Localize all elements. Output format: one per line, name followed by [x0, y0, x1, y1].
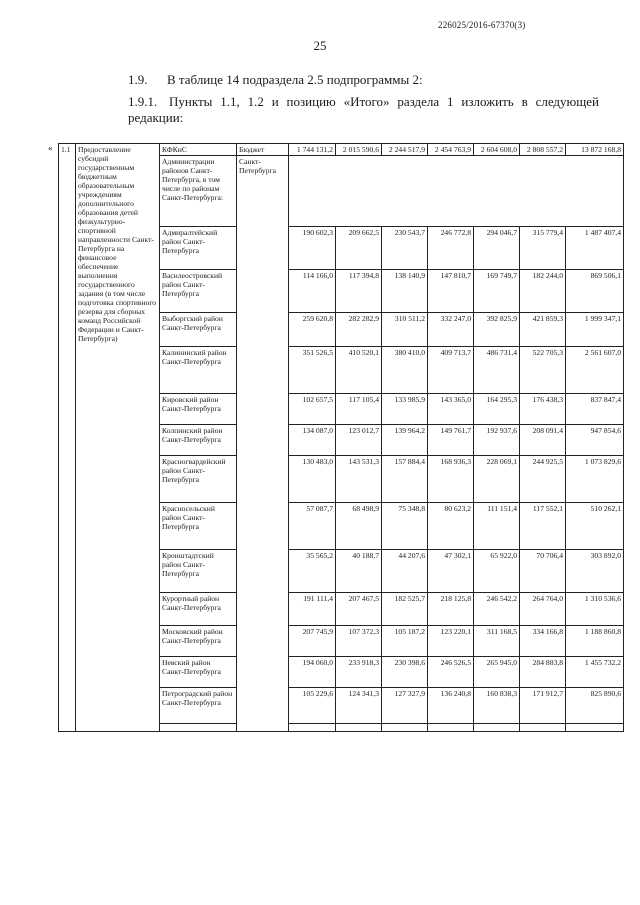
value-cell: 208 091,4: [520, 425, 566, 456]
total-cell: 2 808 557,2: [520, 144, 566, 156]
value-cell: 139 964,2: [382, 425, 428, 456]
item-1-9-1-continuation: редакции:: [128, 110, 184, 125]
value-cell: 147 810,7: [428, 270, 474, 313]
value-cell: 264 764,0: [520, 593, 566, 626]
budget-table: [58, 143, 624, 732]
district-name: Красногвардейский район Санкт-Петербурга: [160, 456, 237, 503]
value-cell: 164 295,3: [474, 394, 520, 425]
document-id: 226025/2016-67370(3): [438, 20, 526, 30]
district-name: Кронштадтский район Санкт-Петербурга: [160, 550, 237, 593]
value-cell: 265 945,0: [474, 657, 520, 688]
district-name: Курортный район Санкт-Петербурга: [160, 593, 237, 626]
total-cell: 1 744 131,2: [289, 144, 336, 156]
value-cell: 825 890,6: [566, 688, 624, 724]
value-cell: 168 936,3: [428, 456, 474, 503]
funding-source-admin: Санкт-Петербурга: [237, 156, 289, 732]
value-cell: 246 526,5: [428, 657, 474, 688]
value-cell: 244 925,5: [520, 456, 566, 503]
value-cell: 947 854,6: [566, 425, 624, 456]
value-cell: 191 111,4: [289, 593, 336, 626]
value-cell: 130 483,0: [289, 456, 336, 503]
value-cell: 230 398,6: [382, 657, 428, 688]
value-cell: 149 761,7: [428, 425, 474, 456]
value-cell: 182 525,7: [382, 593, 428, 626]
value-cell: 114 166,0: [289, 270, 336, 313]
value-cell: 117 394,8: [336, 270, 382, 313]
value-cell: 102 657,5: [289, 394, 336, 425]
value-cell: 123 220,1: [428, 626, 474, 657]
value-cell: 182 244,0: [520, 270, 566, 313]
value-cell: 171 912,7: [520, 688, 566, 724]
value-cell: 1 188 860,8: [566, 626, 624, 657]
executor-main: КФКиС: [160, 144, 237, 156]
value-cell: 133 985,9: [382, 394, 428, 425]
tail-cell: [428, 724, 474, 732]
tail-cell: [474, 724, 520, 732]
value-cell: 107 372,3: [336, 626, 382, 657]
value-cell: 380 410,0: [382, 347, 428, 394]
value-cell: 47 302,1: [428, 550, 474, 593]
opening-quote: «: [48, 143, 53, 153]
value-cell: 192 937,6: [474, 425, 520, 456]
value-cell: 136 240,8: [428, 688, 474, 724]
value-cell: 218 125,8: [428, 593, 474, 626]
value-cell: 2 561 607,0: [566, 347, 624, 394]
row-number: 1.1: [59, 144, 76, 732]
value-cell: 176 438,3: [520, 394, 566, 425]
value-cell: 117 105,4: [336, 394, 382, 425]
value-cell: 837 847,4: [566, 394, 624, 425]
value-cell: 315 779,4: [520, 227, 566, 270]
value-cell: 40 188,7: [336, 550, 382, 593]
value-cell: 1 999 347,1: [566, 313, 624, 347]
item-1-9-text: В таблице 14 подраздела 2.5 подпрограммы 2:: [167, 72, 423, 87]
item-1-9-1-text: Пункты 1.1, 1.2 и позицию «Итого» раздела 1 изложить в следующей: [169, 94, 599, 109]
item-1-9-1-number: 1.9.1.: [128, 94, 158, 109]
value-cell: 124 341,3: [336, 688, 382, 724]
value-cell: 105 229,6: [289, 688, 336, 724]
tail-cell: [336, 724, 382, 732]
value-cell: 228 069,1: [474, 456, 520, 503]
value-cell: 80 623,2: [428, 503, 474, 550]
district-name: Колпинский район Санкт-Петербурга: [160, 425, 237, 456]
value-cell: 123 012,7: [336, 425, 382, 456]
value-cell: 421 859,3: [520, 313, 566, 347]
district-name: Красносельский район Санкт-Петербурга: [160, 503, 237, 550]
value-cell: 207 467,5: [336, 593, 382, 626]
value-cell: 246 772,8: [428, 227, 474, 270]
value-cell: 68 498,9: [336, 503, 382, 550]
value-cell: 160 838,3: [474, 688, 520, 724]
tail-cell: [520, 724, 566, 732]
funding-source-main: Бюджет: [237, 144, 289, 156]
value-cell: 310 511,2: [382, 313, 428, 347]
tail-cell: [566, 724, 624, 732]
value-cell: 143 365,0: [428, 394, 474, 425]
value-cell: 138 140,9: [382, 270, 428, 313]
value-cell: 311 168,5: [474, 626, 520, 657]
measure-description: Предоставление субсидий государственным бюджетным образовательным учреждениям дополнительного образования детей физкультурно-спортивной направленности Санкт-Петербурга на финансовое обеспечение выполнения государственного задания (в том числе подготовка спортивного резерва для сборных команд Российской Федерации и Санкт-Петербурга): [76, 144, 160, 732]
value-cell: 230 543,7: [382, 227, 428, 270]
value-cell: 207 745,9: [289, 626, 336, 657]
tail-cell: [289, 724, 336, 732]
total-cell: 13 872 168,8: [566, 144, 624, 156]
tail-cell: [160, 724, 237, 732]
value-cell: 1 487 407,4: [566, 227, 624, 270]
value-cell: 70 706,4: [520, 550, 566, 593]
value-cell: 410 520,1: [336, 347, 382, 394]
value-cell: 105 187,2: [382, 626, 428, 657]
district-name: Московский район Санкт-Петербурга: [160, 626, 237, 657]
district-name: Невский район Санкт-Петербурга: [160, 657, 237, 688]
page-number: 25: [313, 38, 327, 53]
value-cell: 190 602,3: [289, 227, 336, 270]
value-cell: 117 552,1: [520, 503, 566, 550]
value-cell: 351 526,5: [289, 347, 336, 394]
district-name: Василеостровский район Санкт-Петербурга: [160, 270, 237, 313]
value-cell: 522 705,3: [520, 347, 566, 394]
value-cell: 294 046,7: [474, 227, 520, 270]
value-cell: 1 310 536,6: [566, 593, 624, 626]
value-cell: 157 884,4: [382, 456, 428, 503]
total-cell: 2 244 517,9: [382, 144, 428, 156]
value-cell: 75 348,8: [382, 503, 428, 550]
table-row-header-totals: [59, 144, 624, 156]
value-cell: 65 922,0: [474, 550, 520, 593]
admin-blank-values: [289, 156, 624, 227]
value-cell: 44 207,6: [382, 550, 428, 593]
value-cell: 246 542,2: [474, 593, 520, 626]
executor-admin: Администрации районов Санкт-Петербурга, в том числе по районам Санкт-Петербурга:: [160, 156, 237, 227]
value-cell: 233 918,3: [336, 657, 382, 688]
value-cell: 111 151,4: [474, 503, 520, 550]
value-cell: 510 262,1: [566, 503, 624, 550]
district-name: Кировский район Санкт-Петербурга: [160, 394, 237, 425]
total-cell: 2 604 608,0: [474, 144, 520, 156]
value-cell: 35 565,2: [289, 550, 336, 593]
item-1-9-number: 1.9.: [128, 72, 148, 87]
value-cell: 284 883,8: [520, 657, 566, 688]
value-cell: 409 713,7: [428, 347, 474, 394]
value-cell: 282 282,9: [336, 313, 382, 347]
district-name: Петроградский район Санкт-Петербурга: [160, 688, 237, 724]
district-name: Калининский район Санкт-Петербурга: [160, 347, 237, 394]
total-cell: 2 015 590,6: [336, 144, 382, 156]
value-cell: 169 749,7: [474, 270, 520, 313]
value-cell: 1 455 732,2: [566, 657, 624, 688]
district-name: Выборгский район Санкт-Петербурга: [160, 313, 237, 347]
value-cell: 392 825,9: [474, 313, 520, 347]
tail-cell: [382, 724, 428, 732]
value-cell: 57 087,7: [289, 503, 336, 550]
value-cell: 1 073 829,6: [566, 456, 624, 503]
value-cell: 127 327,9: [382, 688, 428, 724]
value-cell: 486 731,4: [474, 347, 520, 394]
value-cell: 143 531,3: [336, 456, 382, 503]
value-cell: 194 060,0: [289, 657, 336, 688]
value-cell: 209 662,5: [336, 227, 382, 270]
value-cell: 259 620,8: [289, 313, 336, 347]
value-cell: 869 506,1: [566, 270, 624, 313]
value-cell: 303 892,0: [566, 550, 624, 593]
total-cell: 2 454 763,9: [428, 144, 474, 156]
district-name: Адмиралтейский район Санкт-Петербурга: [160, 227, 237, 270]
value-cell: 334 166,8: [520, 626, 566, 657]
value-cell: 332 247,0: [428, 313, 474, 347]
value-cell: 134 087,0: [289, 425, 336, 456]
